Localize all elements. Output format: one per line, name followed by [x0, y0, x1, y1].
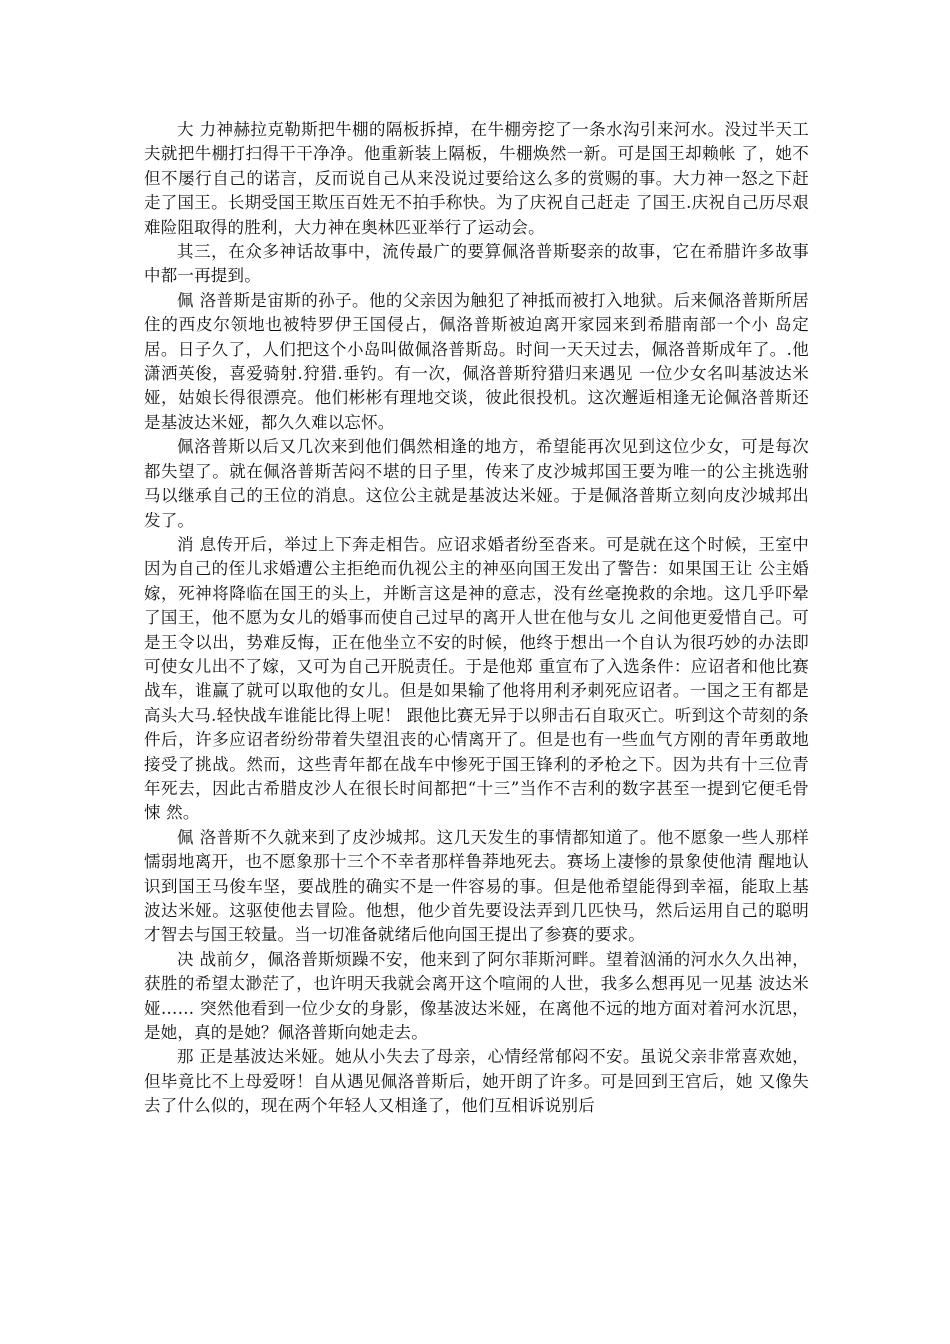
paragraph: 那 正是基波达米娅。她从小失去了母亲，心情经常郁闷不安。虽说父亲非常喜欢她，但毕竟比不上母爱呀！自从遇见佩洛普斯后，她开朗了许多。可是回到王宫后，她 又像失去了什么似的，现在两个年轻人又相逢了，他们互相诉说别后	[144, 1047, 809, 1116]
paragraph: 其三，在众多神话故事中，流传最广的要算佩洛普斯娶亲的故事，它在希腊许多故事中都一再提到。	[144, 242, 809, 286]
document-body	[144, 118, 809, 1119]
paragraph: 佩洛普斯以后又几次来到他们偶然相逢的地方，希望能再次见到这位少女，可是每次都失望了。就在佩洛普斯苦闷不堪的日子里，传来了皮沙城邦国王要为唯一的公主挑选驸马以继承自己的王位的消息。这位公主就是基波达米娅。于是佩洛普斯立刻向皮沙城邦出发了。	[144, 437, 809, 530]
paragraph: 大 力神赫拉克勒斯把牛棚的隔板拆掉，在牛棚旁挖了一条水沟引来河水。没过半天工夫就把牛棚打扫得干干净净。他重新装上隔板，牛棚焕然一新。可是国王却赖帐 了，她不但不屡行自己的诺言，反而说自己从来没说过要给这么多的赏赐的事。大力神一怒之下赶走了国王。长期受国王欺压百姓无不拍手称快。为了庆祝自己赶走 了国王.庆祝自己历尽艰难险阻取得的胜利，大力神在奥林匹亚举行了运动会。	[144, 120, 809, 237]
paragraph: 消 息传开后，举过上下奔走相告。应诏求婚者纷至沓来。可是就在这个时候，王室中因为自己的侄儿求婚遭公主拒绝而仇视公主的神巫向国王发出了警告：如果国王让 公主婚嫁，死神将降临在国王的头上，并断言这是神的意志，没有丝毫挽救的余地。这几乎吓晕了国王，他不愿为女儿的婚事而使自己过早的离开人世在他与女儿 之间他更爱惜自己。可是王令以出，势难反悔，正在他坐立不安的时候，他终于想出一个自认为很巧妙的办法即可使女儿出不了嫁，又可为自己开脱责任。于是他郑 重宣布了入选条件：应诏者和他比赛战车，谁赢了就可以取他的女儿。但是如果输了他将用利矛刺死应诏者。一国之王有都是高头大马.轻快战车谁能比得上呢！ 跟他比赛无异于以卵击石自取灭亡。听到这个苛刻的条件后，许多应诏者纷纷带着失望沮丧的心情离开了。但是也有一些血气方刚的青年勇敢地接受了挑战。然而，这些青年都在战车中惨死于国王锋利的矛枪之下。因为共有十三位青年死去，因此古希腊皮沙人在很长时间都把“十三”当作不吉利的数字甚至一提到它便毛骨悚 然。	[144, 534, 809, 823]
paragraph: 佩 洛普斯不久就来到了皮沙城邦。这几天发生的事情都知道了。他不愿象一些人那样懦弱地离开，也不愿象那十三个不幸者那样鲁莽地死去。赛场上凄惨的景象使他清 醒地认识到国王马俊车坚，要战胜的确实不是一件容易的事。但是他希望能得到幸福，能取上基波达米娅。这驱使他去冒险。他想，他少首先要设法弄到几匹快马，然后运用自己的聪明才智去与国王较量。当一切准备就绪后他向国王提出了参赛的要求。	[144, 827, 809, 945]
paragraph: 决 战前夕，佩洛普斯烦躁不安，他来到了阿尔菲斯河畔。望着汹涌的河水久久出神，获胜的希望太渺茫了，也许明天我就会离开这个喧闹的人世，我多么想再见一见基 波达米娅…… 突然他看到一位少女的身影，像基波达米娅，在离他不远的地方面对着河水沉思，是她，真的是她？佩洛普斯向她走去。	[144, 949, 809, 1043]
paragraph: 佩 洛普斯是宙斯的孙子。他的父亲因为触犯了神抵而被打入地狱。后来佩洛普斯所居住的西皮尔领地也被特罗伊王国侵占，佩洛普斯被迫离开家园来到希腊南部一个小 岛定居。日子久了，人们把这个小岛叫做佩洛普斯岛。时间一天天过去，佩洛普斯成年了。.他潇洒英俊，喜爱骑射.狩猎.垂钓。有一次，佩洛普斯狩猎归来遇见 一位少女名叫基波达米娅，姑娘长得很漂亮。他们彬彬有理地交谈，彼此很投机。这次邂逅相逢无论佩洛普斯还是基波达米娅，都久久难以忘怀。	[144, 290, 809, 432]
